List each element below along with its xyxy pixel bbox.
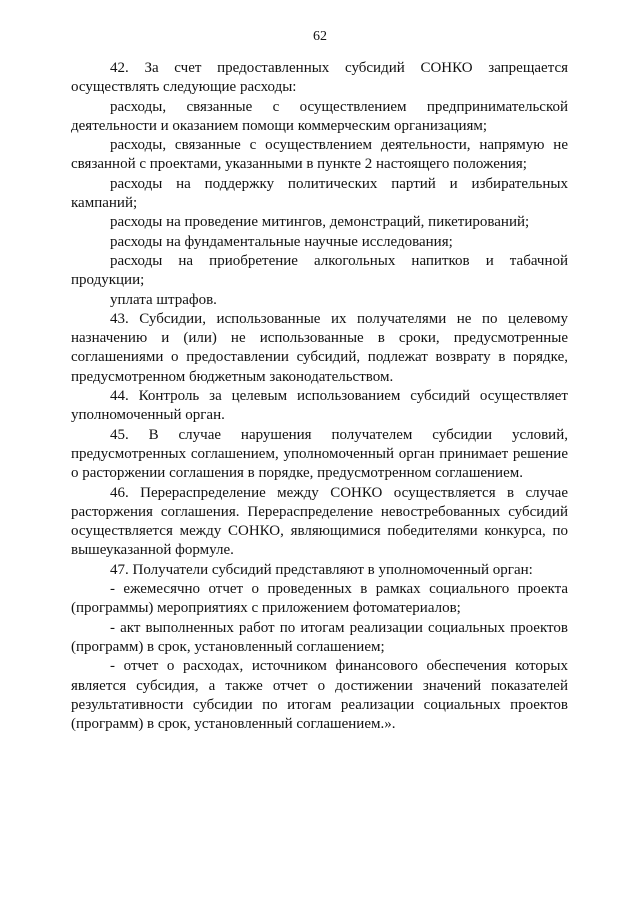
list-item-political-support-expenses: расходы на поддержку политических партий и избирательных кампаний;	[71, 175, 568, 212]
paragraph-47-intro: 47. Получатели субсидий представляют в уполномоченный орган:	[110, 561, 533, 578]
list-item-alcohol-tobacco-expenses: расходы на приобретение алкогольных напитков и табачной продукции;	[71, 252, 568, 289]
document-body	[71, 59, 568, 734]
paragraph-45: 45. В случае нарушения получателем субсидии условий, предусмотренных соглашением, уполномоченный орган принимает решение о расторжении соглашения в порядке, предусмотренном соглашением.	[71, 426, 568, 482]
report-item-work-act: - акт выполненных работ по итогам реализации социальных проектов (программ) в срок, установленный соглашением;	[71, 619, 568, 655]
list-item-fines: уплата штрафов.	[110, 291, 217, 308]
page-number: 62	[313, 29, 327, 44]
list-item-unrelated-activity-expenses: расходы, связанные с осуществлением деятельности, напрямую не связанной с проектами, указанными в пункте 2 настоящего положения;	[71, 137, 568, 173]
report-item-monthly-report: - ежемесячно отчет о проведенных в рамках социального проекта (программы) мероприятиях с приложением фотоматериалов;	[71, 581, 568, 617]
report-item-expense-report: - отчет о расходах, источником финансового обеспечения которых является субсидия, а также отчет о достижении значений показателей результативности субсидии по итогам реализации социальных проектов (программ) в срок, установленный соглашением.».	[71, 658, 568, 733]
paragraph-42-intro: 42. За счет предоставленных субсидий СОНКО запрещается осуществлять следующие расходы:	[71, 60, 568, 96]
list-item-rally-expenses: расходы на проведение митингов, демонстраций, пикетирований;	[110, 214, 530, 231]
paragraph-46: 46. Перераспределение между СОНКО осуществляется в случае расторжения соглашения. Перераспределение невостребованных субсидий осуществляется между СОНКО, являющимися победителями конкурса, по вышеуказанной формуле.	[71, 484, 568, 559]
paragraph-43: 43. Субсидии, использованные их получателями не по целевому назначению и (или) не использованные в сроки, предусмотренные соглашениями о предоставлении субсидий, подлежат возврату в порядке, предусмотренном бюджетным законодательством.	[71, 310, 568, 385]
paragraph-44: 44. Контроль за целевым использованием субсидий осуществляет уполномоченный орган.	[71, 388, 568, 424]
list-item-entrepreneurial-expenses: расходы, связанные с осуществлением предпринимательской деятельности и оказанием помощи коммерческим организациям;	[71, 98, 568, 134]
list-item-research-expenses: расходы на фундаментальные научные исследования;	[110, 233, 453, 250]
